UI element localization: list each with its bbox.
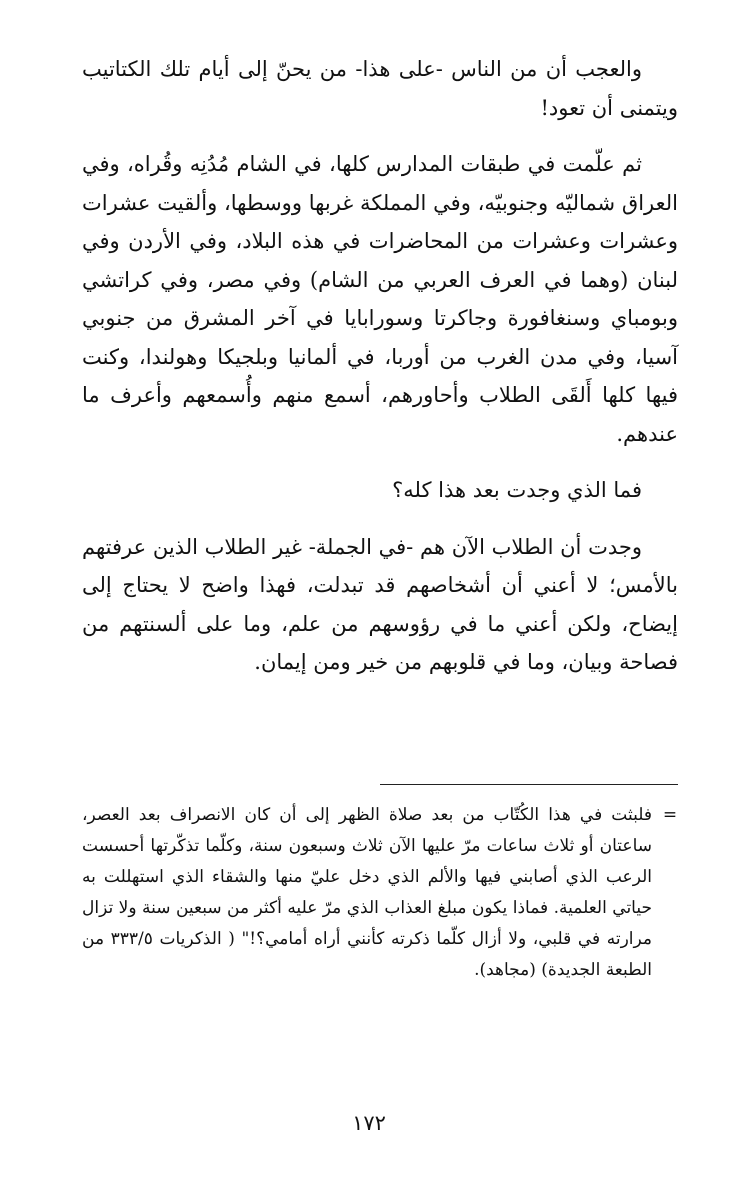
- paragraph-3: فما الذي وجدت بعد هذا كله؟: [392, 478, 642, 502]
- paragraph-1: والعجب أن من الناس -على هذا- من يحنّ إلى أيام تلك الكتاتيب ويتمنى أن تعود!: [82, 57, 678, 120]
- paragraph-2: ثم علّمت في طبقات المدارس كلها، في الشام مُدُنِه وقُراه، وفي العراق شماليّه وجنوبيّه، وفي المملكة غربها ووسطها، وألقيت عشرات وعشرات وعشرات من المحاضرات في هذه البلاد، وفي الأردن وفي لبنان (وهما في العرف العربي من الشام) وفي مصر، وفي كراتشي وبومباي وسنغافورة وجاكرتا وسورابايا في آخر المشرق من جنوبي آسيا، وفي مدن الغرب من أوربا، في ألمانيا وبلجيكا وهولندا، وكنت فيها كلها أَلقَى الطلاب وأحاورهم، أسمع منهم وأُسمعهم وأعرف ما عندهم.: [82, 152, 678, 446]
- paragraph-4: وجدت أن الطلاب الآن هم -في الجملة- غير الطلاب الذين عرفتهم بالأمس؛ لا أعني أن أشخاصهم قد تبدلت، فهذا واضح لا يحتاج إلى إيضاح، ولكن أعني ما في رؤوسهم من علم، وما على ألسنتهم من فصاحة وبيان، وما في قلوبهم من خير ومن إيمان.: [82, 534, 678, 674]
- footnote-text: فلبثت في هذا الكُتّاب من بعد صلاة الظهر إلى أن كان الانصراف بعد العصر، ساعتان أو ثلاث ساعات مرّ عليها الآن ثلاث وسبعون سنة، وكلّما تذكّرتها أحسست الرعب الذي أصابني فيها والألم الذي دخل عليّ منها والشقاء الذي استهللت به حياتي العلمية. فماذا يكون مبلغ العذاب الذي مرّ عليه أكثر من سبعين سنة ولا تزال مرارته في قلبي، ولا أزال كلّما ذكرته كأنني أراه أمامي؟!" ( الذكريات ٣٣٣/٥ من الطبعة الجديدة) (مجاهد).: [82, 805, 652, 980]
- main-text: [82, 50, 678, 700]
- footnote-separator: [380, 784, 678, 785]
- page-number: ١٧٢: [352, 1111, 386, 1135]
- footnote-continuation-marker: =: [662, 805, 678, 825]
